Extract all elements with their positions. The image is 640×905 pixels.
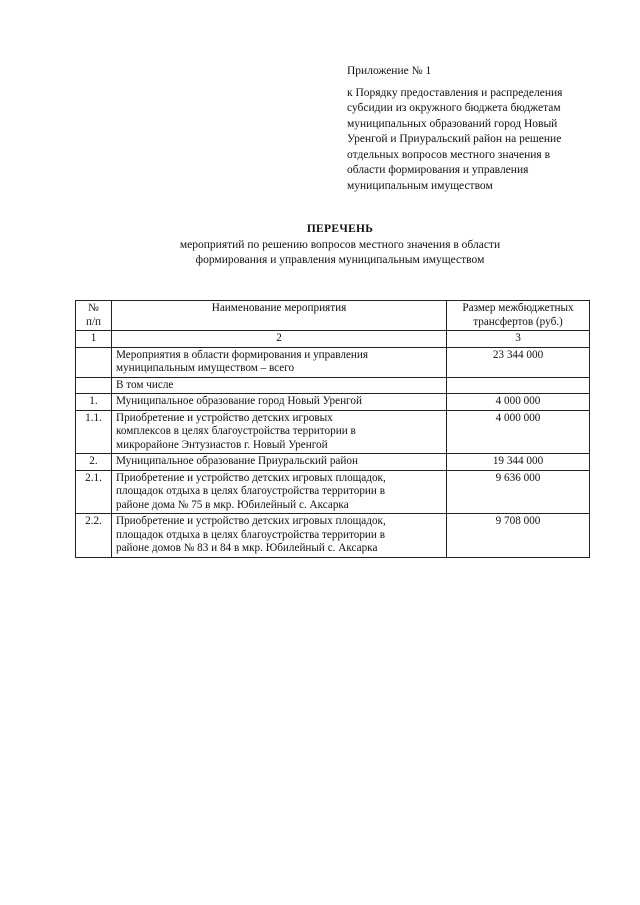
- header-num: [76, 301, 112, 331]
- row-number: [76, 377, 112, 394]
- document-heading: [0, 222, 640, 269]
- column-number: 1: [76, 331, 112, 348]
- header-num-line: №: [88, 302, 99, 314]
- row-amount: 4 000 000: [447, 410, 590, 454]
- table-row: [76, 470, 590, 514]
- row-name-line: Приобретение и устройство детских игровых площадок,: [116, 515, 386, 527]
- column-number: 2: [112, 331, 447, 348]
- row-number: 2.2.: [76, 514, 112, 558]
- appendix-line: муниципальным имуществом: [347, 179, 493, 192]
- row-name-line: микрорайоне Энтузиастов г. Новый Уренгой: [116, 438, 328, 451]
- row-name-line: муниципальным имуществом – всего: [116, 362, 295, 374]
- column-number: 3: [447, 331, 590, 348]
- header-sum-line: трансфертов (руб.): [473, 315, 563, 328]
- document-subtitle-line: формирования и управления муниципальным имуществом: [195, 254, 485, 266]
- row-amount: 9 708 000: [447, 514, 590, 558]
- row-amount: 9 636 000: [447, 470, 590, 514]
- appendix-line: Уренгой и Приуральский район на решение: [347, 133, 562, 145]
- appendix-line: отдельных вопросов местного значения в: [347, 148, 551, 161]
- header-sum: [447, 301, 590, 331]
- appendix-number: Приложение № 1: [347, 65, 432, 77]
- row-name: [112, 410, 447, 454]
- appendix-line: к Порядку предоставления и распределения: [347, 86, 563, 99]
- row-name: [112, 454, 447, 471]
- appendix-line: муниципальных образований город Новый: [347, 117, 558, 130]
- row-name-line: Приобретение и устройство детских игровых: [116, 411, 333, 424]
- table-row: [76, 394, 590, 411]
- row-name-line: Приобретение и устройство детских игровых площадок,: [116, 471, 386, 484]
- row-name-line: Мероприятия в области формирования и управления: [116, 348, 369, 361]
- row-amount: 19 344 000: [447, 454, 590, 471]
- header-sum-line: Размер межбюджетных: [462, 302, 574, 314]
- row-amount: 4 000 000: [447, 394, 590, 411]
- row-name: [112, 347, 447, 377]
- header-num-line: п/п: [85, 315, 102, 328]
- appendix-block: [347, 64, 617, 194]
- document-subtitle-line: мероприятий по решению вопросов местного значения в области: [179, 238, 501, 251]
- measures-table: [75, 300, 590, 558]
- table-row: [76, 410, 590, 454]
- appendix-line: субсидии из окружного бюджета бюджетам: [347, 102, 561, 114]
- row-number: 2.1.: [76, 470, 112, 514]
- row-name-line: районе дома № 75 в мкр. Юбилейный с. Аксарка: [116, 498, 349, 511]
- row-amount: [447, 377, 590, 394]
- row-name: [112, 377, 447, 394]
- table-header-row: [76, 301, 590, 331]
- table-row: [76, 454, 590, 471]
- row-number: 2.: [76, 454, 112, 471]
- table-row: [76, 347, 590, 377]
- row-name: [112, 514, 447, 558]
- row-name-line: комплексов в целях благоустройства территории в: [116, 425, 356, 437]
- row-name: [112, 394, 447, 411]
- row-number: 1.1.: [76, 410, 112, 454]
- table-row: [76, 514, 590, 558]
- row-name-line: площадок отдыха в целях благоустройства территории в: [116, 528, 385, 541]
- row-number: [76, 347, 112, 377]
- header-name: Наименование мероприятия: [112, 301, 447, 331]
- row-name-line: районе домов № 83 и 84 в мкр. Юбилейный с. Аксарка: [116, 542, 378, 554]
- row-name-line: Муниципальное образование город Новый Уренгой: [116, 395, 362, 407]
- table-row: [76, 377, 590, 394]
- row-name-line: Муниципальное образование Приуральский район: [116, 455, 358, 467]
- column-number-row: [76, 331, 590, 348]
- row-name-line: В том числе: [116, 378, 174, 391]
- appendix-line: области формирования и управления: [347, 164, 529, 176]
- row-amount: 23 344 000: [447, 347, 590, 377]
- row-number: 1.: [76, 394, 112, 411]
- row-name-line: площадок отдыха в целях благоустройства территории в: [116, 485, 385, 497]
- row-name: [112, 470, 447, 514]
- document-title: ПЕРЕЧЕНЬ: [306, 223, 374, 235]
